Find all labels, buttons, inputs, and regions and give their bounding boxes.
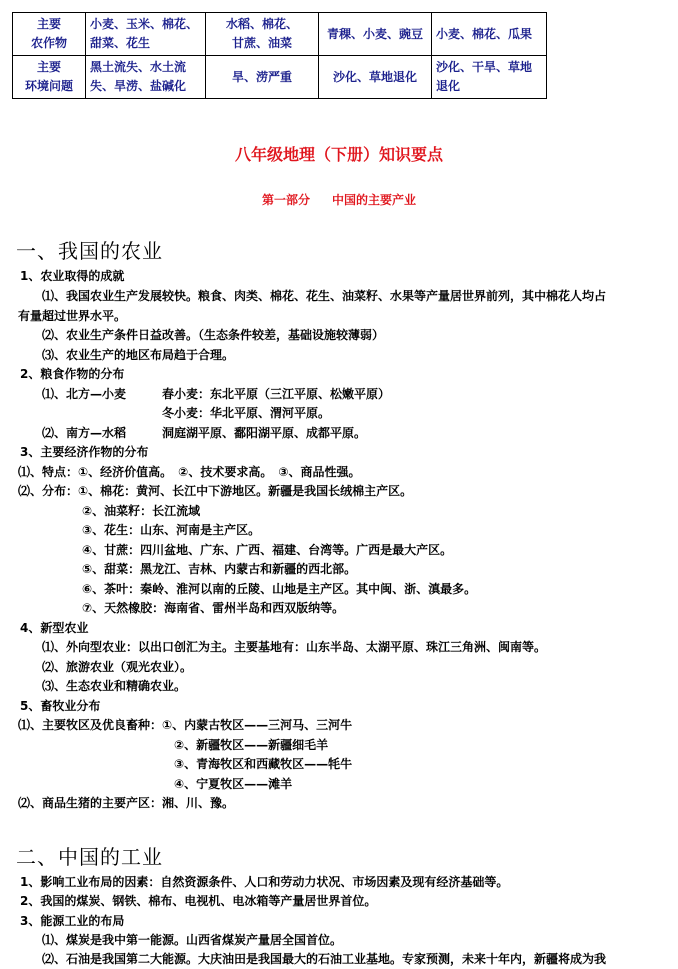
text-line: 5、畜牧业分布 [20,699,101,713]
table-cell: 黑土流失、水土流 失、旱涝、盐碱化 [86,56,206,99]
text-line: ⑴、主要牧区及优良畜种：①、内蒙古牧区——三河马、三河牛 [18,718,353,732]
text-line: 1、农业取得的成就 [20,269,125,283]
table-cell: 青稞、小麦、豌豆 [319,13,432,56]
text-line: 洞庭湖平原、鄱阳湖平原、成都平原。 [162,426,367,440]
table-row [13,13,547,56]
text-line: ②、油菜籽：长江流域 [82,504,201,518]
text-line: 有量超过世界水平。 [18,309,127,323]
text-line: 1、影响工业布局的因素：自然资源条件、人口和劳动力状况、市场因素及现有经济基础等。 [20,875,509,889]
text-line: ⑥、茶叶：秦岭、淮河以南的丘陵、山地是主产区。其中闽、浙、滇最多。 [82,582,477,596]
table-cell: 沙化、草地退化 [319,56,432,99]
text-line: 4、新型农业 [20,621,89,635]
text-line: ⑶、农业生产的地区布局趋于合理。 [42,348,235,362]
text-line: ③、青海牧区和西藏牧区——牦牛 [174,757,353,771]
text-line: ⑵、分布：①、棉花：黄河、长江中下游地区。新疆是我国长绒棉主产区。 [18,484,413,498]
text-line: ⑶、生态农业和精确农业。 [42,679,187,693]
table-cell: 沙化、干旱、草地 退化 [432,56,547,99]
text-line: ⑤、甜菜：黑龙江、吉林、内蒙古和新疆的西北部。 [82,562,357,576]
text-line: ④、宁夏牧区——滩羊 [174,777,293,791]
section-heading-agriculture: 一、我国的农业 [16,239,163,263]
table-cell: 小麦、玉米、棉花、 甜菜、花生 [86,13,206,56]
text-line: ⑴、我国农业生产发展较快。粮食、肉类、棉花、花生、油菜籽、水果等产量居世界前列，其中棉花人均占 [42,289,607,303]
text-line: ⑵、农业生产条件日益改善。（生态条件较差，基础设施较薄弱） [42,328,385,342]
text-line: ②、新疆牧区——新疆细毛羊 [174,738,329,752]
text-line: ⑴、煤炭是我中第一能源。山西省煤炭产量居全国首位。 [42,933,343,947]
text-line: ⑦、天然橡胶：海南省、雷州半岛和西双版纳等。 [82,601,345,615]
text-line: ③、花生：山东、河南是主产区。 [82,523,261,537]
text-line: 2、我国的煤炭、钢铁、棉布、电视机、电冰箱等产量居世界首位。 [20,894,377,908]
part-heading [0,191,678,208]
text-line: ⑴、外向型农业：以出口创汇为主。主要基地有：山东半岛、太湖平原、珠江三角洲、闽南等。 [42,640,547,654]
row-header: 主要 农作物 [13,13,86,56]
table-cell: 水稻、棉花、 甘蔗、油菜 [206,13,319,56]
text-line: ④、甘蔗：四川盆地、广东、广西、福建、台湾等。广西是最大产区。 [82,543,453,557]
text-line: 3、能源工业的布局 [20,914,125,928]
row-header: 主要 环境问题 [13,56,86,99]
part-title: 中国的主要产业 [332,193,417,207]
text-line: ⑵、商品生猪的主要产区：湘、川、豫。 [18,796,235,810]
text-line: 冬小麦：华北平原、渭河平原。 [162,406,331,420]
crop-environment-table [12,12,547,99]
table-row [13,56,547,99]
table-cell: 小麦、棉花、瓜果 [432,13,547,56]
text-line: 春小麦：东北平原（三江平原、松嫩平原） [162,387,391,401]
section-heading-industry: 二、中国的工业 [16,845,163,869]
document-title: 八年级地理（下册）知识要点 [234,145,443,164]
text-line: ⑵、石油是我国第二大能源。大庆油田是我国最大的石油工业基地。专家预测，未来十年内，新疆将成为我 [42,952,607,966]
text-line: ⑴、北方—小麦 [42,387,127,401]
text-line: ⑵、旅游农业（观光农业）。 [42,660,193,674]
table-cell: 旱、涝严重 [206,56,319,99]
text-line: 3、主要经济作物的分布 [20,445,149,459]
text-line: ⑴、特点：①、经济价值高。 ②、技术要求高。 ③、商品性强。 [18,465,361,479]
text-line: ⑵、南方—水稻 [42,426,127,440]
part-label: 第一部分 [261,193,310,207]
text-line: 2、粮食作物的分布 [20,367,125,381]
